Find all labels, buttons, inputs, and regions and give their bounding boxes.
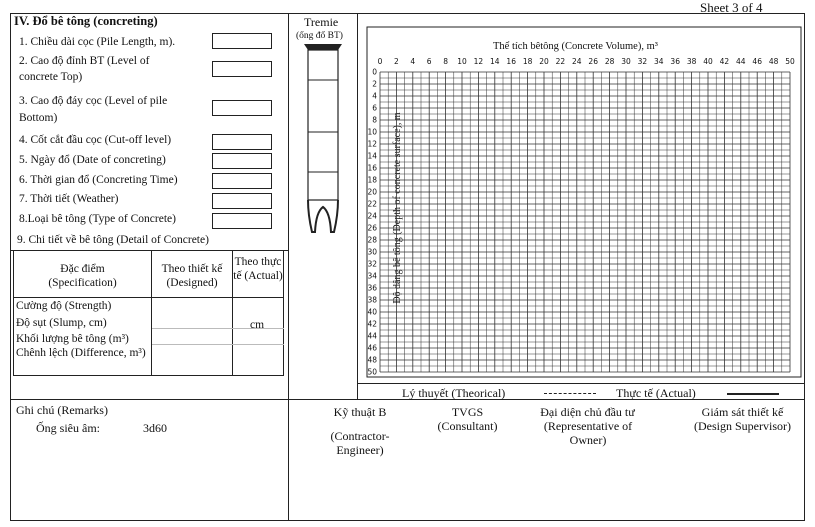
x-tick-label: 2 xyxy=(394,57,399,66)
weather-input[interactable] xyxy=(212,193,272,209)
y-tick-label: 6 xyxy=(372,103,377,113)
cutoff-level-input[interactable] xyxy=(212,134,272,150)
y-tick-label: 40 xyxy=(367,307,377,317)
remarks-label: Ghi chú (Remarks) xyxy=(16,403,108,417)
concrete-type-input[interactable] xyxy=(212,213,272,229)
y-tick-label: 32 xyxy=(367,259,377,269)
signature-contractor xyxy=(305,405,415,457)
concrete-volume-chart xyxy=(365,25,805,383)
field-pile-bottom-label: 3. Cao độ đáy cọc (Level of pile xyxy=(19,95,168,107)
tremie-subtitle: (ống đổ BT) xyxy=(296,31,343,41)
chart-border xyxy=(367,27,801,377)
time-input[interactable] xyxy=(212,173,272,189)
concrete-top-input[interactable] xyxy=(212,61,272,77)
x-tick-label: 22 xyxy=(555,57,566,66)
detail-concrete-label: 9. Chi tiết về bê tông (Detail of Concrete) xyxy=(17,234,209,246)
x-tick-label: 10 xyxy=(457,57,467,66)
y-tick-label: 18 xyxy=(367,175,377,185)
x-tick-label: 18 xyxy=(522,57,533,66)
pile-bottom-input[interactable] xyxy=(212,100,272,116)
signature-owner xyxy=(525,405,650,447)
y-tick-label: 10 xyxy=(367,127,377,137)
y-tick-label: 14 xyxy=(367,151,377,161)
signature-contractor-sub: (Contractor-Engineer) xyxy=(330,429,390,457)
signature-owner-sub: (Representative of Owner) xyxy=(543,419,633,447)
chart-xlabel: Thể tích bêtông (Concrete Volume), m³ xyxy=(493,41,658,52)
y-tick-label: 12 xyxy=(367,139,377,149)
signature-design-supervisor xyxy=(680,405,805,433)
remarks-item-label: Ống siêu âm: xyxy=(36,421,100,435)
tremie-title: Tremie xyxy=(304,15,339,29)
divider-tremie-right xyxy=(357,13,358,400)
signature-owner-title: Đại diện chủ đầu tư xyxy=(540,405,635,419)
divider-left-vertical xyxy=(288,13,289,521)
y-tick-label: 16 xyxy=(367,163,377,173)
x-tick-label: 36 xyxy=(670,57,680,66)
spec-row-strength: Cường độ (Strength) xyxy=(16,300,112,312)
x-tick-label: 20 xyxy=(539,57,549,66)
x-tick-label: 26 xyxy=(588,57,598,66)
y-tick-label: 8 xyxy=(372,115,377,125)
x-tick-label: 6 xyxy=(426,57,432,66)
x-tick-label: 0 xyxy=(377,57,383,66)
chart-ylabel: Độ dâng bê tông (Depth of concrete surface), m xyxy=(392,112,403,304)
y-tick-label: 48 xyxy=(367,355,377,365)
y-tick-label: 38 xyxy=(367,295,377,305)
y-tick-label: 30 xyxy=(367,247,377,257)
legend-actual-label: Thực tế (Actual) xyxy=(616,386,696,400)
x-tick-label: 40 xyxy=(703,57,713,66)
y-tick-label: 36 xyxy=(367,283,377,293)
y-tick-label: 4 xyxy=(372,91,377,101)
signature-design-sub: (Design Supervisor) xyxy=(694,419,791,433)
y-tick-label: 20 xyxy=(367,187,377,197)
y-tick-label: 34 xyxy=(367,271,377,281)
signature-consultant-title: TVGS xyxy=(451,405,484,419)
divider-left-lower xyxy=(10,250,288,251)
date-input[interactable] xyxy=(212,153,272,169)
x-tick-label: 32 xyxy=(637,57,648,66)
x-tick-label: 14 xyxy=(490,57,500,66)
signature-contractor-title: Kỹ thuật B xyxy=(333,405,387,419)
spec-row-slump: Độ sụt (Slump, cm) xyxy=(16,317,107,329)
y-tick-label: 42 xyxy=(367,319,377,329)
field-concrete-top-label: 2. Cao độ đỉnh BT (Level of xyxy=(19,55,150,67)
actual-header: Theo thực tế (Actual) xyxy=(233,256,283,282)
legend-theoretical-line xyxy=(544,393,596,394)
x-tick-label: 48 xyxy=(768,57,779,66)
spec-header: Đặc điểm (Specification) xyxy=(48,263,117,289)
remarks-item-value: 3d60 xyxy=(143,421,167,435)
x-tick-label: 44 xyxy=(736,57,746,66)
x-tick-label: 28 xyxy=(604,57,615,66)
y-tick-label: 44 xyxy=(367,331,377,341)
y-tick-label: 28 xyxy=(367,235,377,245)
field-cutoff-label: 4. Cốt cắt đầu cọc (Cut-off level) xyxy=(19,134,172,146)
signature-consultant-sub: (Consultant) xyxy=(437,419,498,433)
x-tick-label: 4 xyxy=(410,57,416,66)
legend-theoretical-label: Lý thuyết (Theorical) xyxy=(402,386,506,400)
pile-length-input[interactable] xyxy=(212,33,272,49)
x-tick-label: 30 xyxy=(621,57,631,66)
field-pile-length-label: 1. Chiều dài cọc (Pile Length, m). xyxy=(19,36,176,48)
x-tick-label: 42 xyxy=(719,57,730,66)
field-date-label: 5. Ngày đổ (Date of concreting) xyxy=(19,154,166,166)
y-tick-label: 24 xyxy=(367,211,377,221)
x-tick-label: 8 xyxy=(443,57,448,66)
field-weather-label: 7. Thời tiết (Weather) xyxy=(19,193,119,205)
field-time-label: 6. Thời gian đổ (Concreting Time) xyxy=(19,174,178,186)
signature-consultant xyxy=(420,405,515,433)
y-tick-label: 22 xyxy=(367,199,377,209)
x-tick-label: 38 xyxy=(686,57,697,66)
x-tick-label: 12 xyxy=(473,57,484,66)
field-pile-bottom-label-2: Bottom) xyxy=(19,112,58,124)
x-tick-label: 24 xyxy=(572,57,582,66)
x-tick-label: 50 xyxy=(785,57,795,66)
y-tick-label: 46 xyxy=(367,343,377,353)
y-tick-label: 2 xyxy=(372,79,377,89)
y-tick-label: 0 xyxy=(372,67,377,77)
y-tick-label: 50 xyxy=(367,367,377,377)
spec-row-difference: Chênh lệch (Difference, m³) xyxy=(16,347,146,359)
x-tick-label: 34 xyxy=(654,57,664,66)
signature-design-title: Giám sát thiết kế xyxy=(701,405,784,419)
field-concrete-type-label: 8.Loại bê tông (Type of Concrete) xyxy=(19,213,176,225)
legend-actual-line xyxy=(727,393,779,395)
x-tick-label: 46 xyxy=(752,57,762,66)
x-tick-label: 16 xyxy=(506,57,516,66)
section-title: IV. Đổ bê tông (concreting) xyxy=(14,14,158,28)
designed-header: Theo thiết kế (Designed) xyxy=(161,263,223,289)
divider-legend-top xyxy=(357,383,805,384)
tremie-pipe-drawing xyxy=(290,40,356,240)
field-concrete-top-label-2: concrete Top) xyxy=(19,71,83,83)
y-tick-label: 26 xyxy=(367,223,377,233)
spec-row-slump-actual: cm xyxy=(250,319,265,331)
sheet-number: Sheet 3 of 4 xyxy=(700,0,763,15)
spec-row-volume: Khối lượng bê tông (m³) xyxy=(16,333,129,345)
